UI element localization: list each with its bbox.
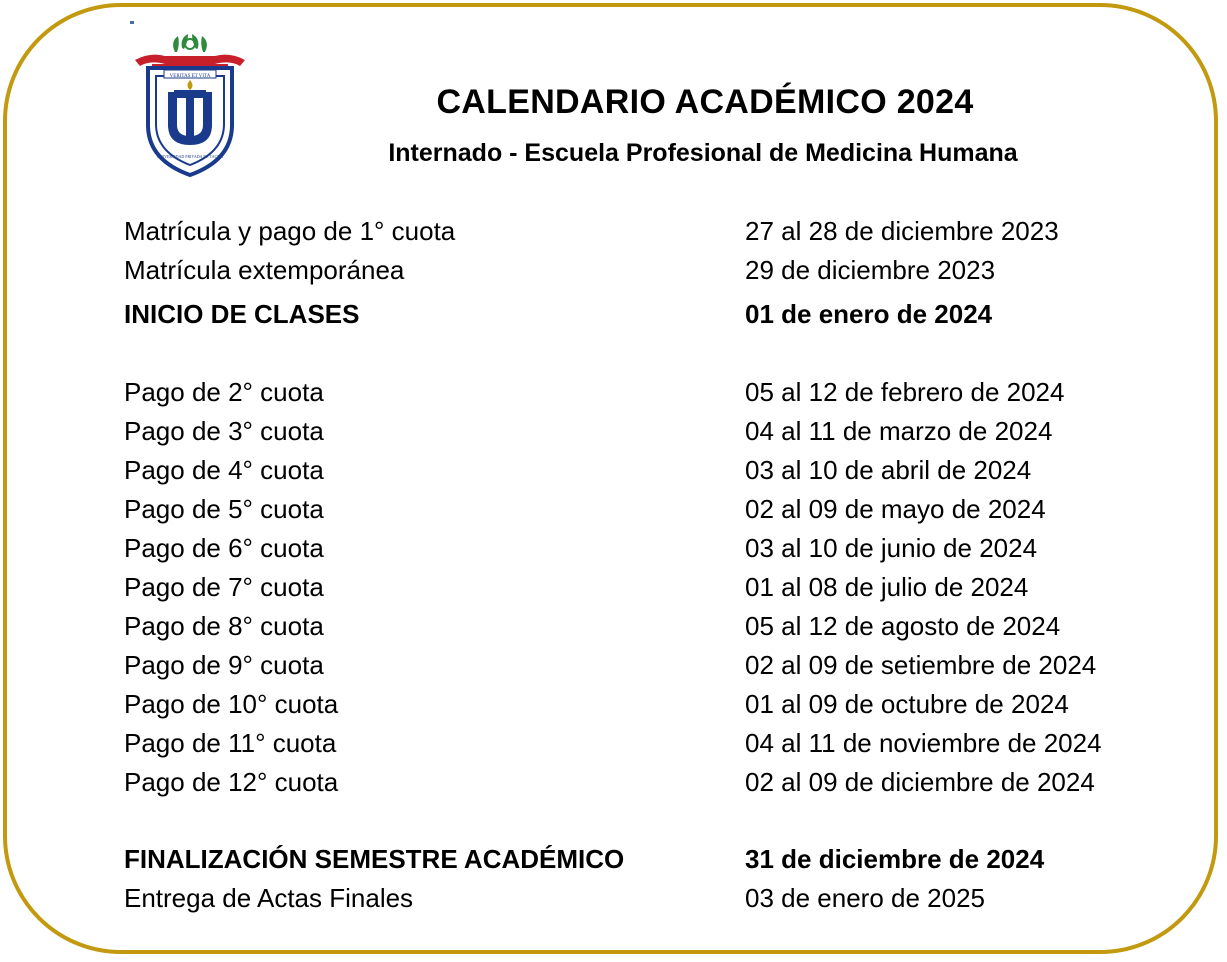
row-date: 29 de diciembre 2023 [745,255,996,285]
decorative-dot [130,21,134,24]
schedule-row [0,213,1227,249]
row-label: INICIO DE CLASES [124,299,360,329]
payment-row [0,569,1227,605]
payment-row [0,608,1227,644]
row-date: 03 de enero de 2025 [745,883,985,913]
row-date: 01 al 08 de julio de 2024 [745,572,1029,602]
row-label: Pago de 12° cuota [124,767,339,797]
row-date: 04 al 11 de marzo de 2024 [745,416,1053,446]
row-label: Pago de 5° cuota [124,494,324,524]
row-label: Pago de 4° cuota [124,455,324,485]
row-label: Pago de 10° cuota [124,689,339,719]
row-date: 02 al 09 de mayo de 2024 [745,494,1046,524]
row-date: 01 al 09 de octubre de 2024 [745,689,1069,719]
page-subtitle: Internado - Escuela Profesional de Medicina Humana [388,139,1018,167]
row-label: Pago de 2° cuota [124,377,324,407]
university-logo [130,30,250,180]
row-date: 01 de enero de 2024 [745,299,993,329]
payment-row [0,491,1227,527]
row-date: 02 al 09 de setiembre de 2024 [745,650,1097,680]
row-date: 04 al 11 de noviembre de 2024 [745,728,1102,758]
row-date: 02 al 09 de diciembre de 2024 [745,767,1095,797]
schedule-row [0,880,1227,916]
row-label: Pago de 3° cuota [124,416,324,446]
laurel-icon [173,34,207,52]
row-date: 27 al 28 de diciembre 2023 [745,216,1059,246]
row-label: Pago de 11° cuota [124,728,337,758]
payment-row [0,452,1227,488]
row-date: 05 al 12 de febrero de 2024 [745,377,1065,407]
row-label: FINALIZACIÓN SEMESTRE ACADÉMICO [124,844,625,874]
row-label: Entrega de Actas Finales [124,883,414,913]
row-label: Pago de 7° cuota [124,572,324,602]
payment-row [0,413,1227,449]
row-date: 05 al 12 de agosto de 2024 [745,611,1061,641]
row-date: 03 al 10 de junio de 2024 [745,533,1038,563]
payment-row [0,647,1227,683]
page-title: CALENDARIO ACADÉMICO 2024 [436,83,974,121]
row-label: Pago de 8° cuota [124,611,324,641]
row-label: Matrícula y pago de 1° cuota [124,216,456,246]
schedule-row-highlight [0,296,1227,332]
payment-row [0,374,1227,410]
svg-text:UNIVERSIDAD PRIVADA DE TACNA: UNIVERSIDAD PRIVADA DE TACNA [156,154,224,159]
row-label: Matrícula extemporánea [124,255,405,285]
svg-text:VERITAS ET VITA: VERITAS ET VITA [169,74,211,79]
payment-row [0,764,1227,800]
schedule-row [0,252,1227,288]
row-date: 03 al 10 de abril de 2024 [745,455,1032,485]
row-date: 31 de diciembre de 2024 [745,844,1045,874]
payment-row [0,530,1227,566]
payment-row [0,686,1227,722]
row-label: Pago de 6° cuota [124,533,324,563]
payment-row [0,725,1227,761]
row-label: Pago de 9° cuota [124,650,324,680]
schedule-row-highlight [0,841,1227,877]
